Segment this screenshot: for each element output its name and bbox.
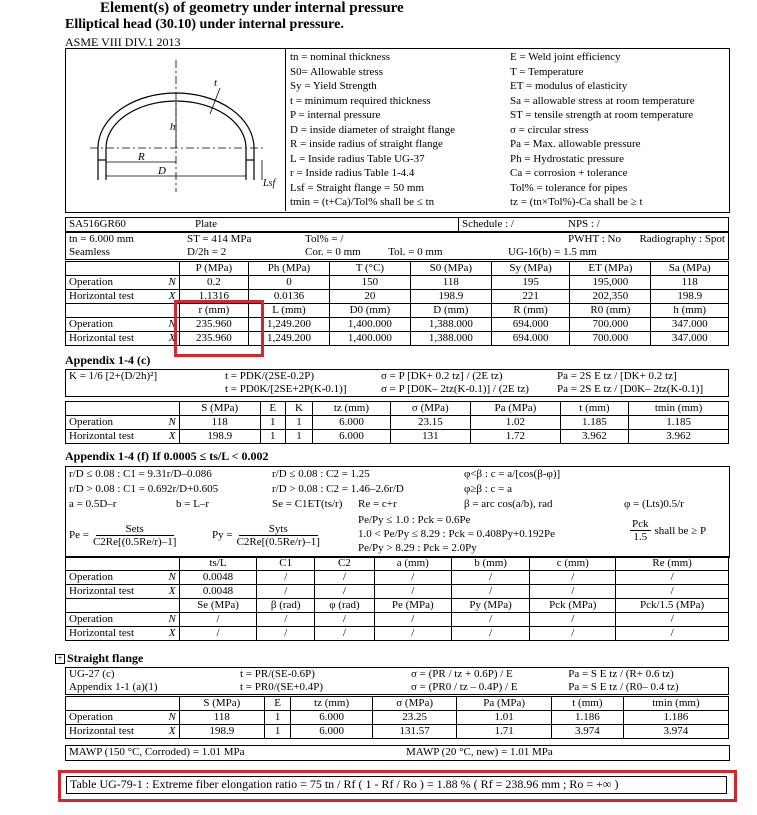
row-symbol: N	[166, 711, 180, 725]
pe-numerator: Sets	[96, 523, 174, 536]
diagram-label-t: t	[214, 77, 218, 89]
table-row	[66, 430, 729, 444]
row-label: Horizontal test	[66, 725, 166, 739]
condition: Pe/Py ≤ 1.0 : Pck = 0.6Pe	[358, 514, 471, 526]
header-cell: ts/L	[179, 557, 256, 571]
table-row	[66, 613, 729, 627]
code-reference: ASME VIII DIV.1 2013	[65, 35, 181, 49]
header-cell: Re (mm)	[616, 557, 729, 571]
row-label: Horizontal test	[66, 332, 166, 346]
header-cell: Pe (MPa)	[374, 599, 451, 613]
row-label: Operation	[66, 613, 166, 627]
table-cell: 235.960	[179, 332, 248, 346]
table-cell: 1.185	[629, 416, 729, 430]
header-cell: C2	[315, 557, 374, 571]
diagram-label-d: D	[158, 165, 166, 177]
param-radiography: Radiography : Spot	[639, 233, 725, 245]
formula: Re = c+r	[358, 498, 397, 510]
header-cell: σ (MPa)	[390, 402, 470, 416]
formula-k: K = 1/6 [2+(D/2h)²]	[66, 370, 223, 397]
legend-item: ET = modulus of elasticity	[510, 80, 628, 92]
param-tol: Tol% = /	[305, 233, 344, 245]
diagram-label-h: h	[170, 121, 176, 133]
table-cell: 3.962	[629, 430, 729, 444]
header-cell: Pa (MPa)	[471, 402, 561, 416]
param-ratio: D/2h = 2	[187, 246, 227, 258]
mawp-new: MAWP (20 °C, new) = 1.01 MPa	[406, 746, 553, 758]
table-cell: 150	[329, 276, 410, 290]
table-cell: 1.186	[623, 711, 728, 725]
param-tol-mm: Tol. = 0 mm	[388, 246, 443, 258]
formula: t = PR0/(SE+0.4P)	[237, 681, 408, 695]
table-cell: 0.0048	[179, 571, 256, 585]
header-cell: Pck/1.5 (MPa)	[616, 599, 729, 613]
header-cell: D0 (mm)	[329, 304, 410, 318]
legend-item: T = Temperature	[510, 65, 584, 78]
legend-item: Lsf = Straight flange = 50 mm	[290, 181, 424, 194]
header-cell: tz (mm)	[291, 697, 372, 711]
header-cell: Pa (MPa)	[457, 697, 551, 711]
appendix-1-4c-formulas	[65, 369, 729, 397]
header-cell: D (mm)	[410, 304, 491, 318]
table-cell: 3.962	[560, 430, 628, 444]
table-cell: 6.000	[313, 416, 390, 430]
formula: Pa = 2S E tz / [D0K– 2tz(K-0.1)]	[554, 383, 728, 397]
header-cell: ET (MPa)	[570, 262, 651, 276]
row-symbol: X	[166, 627, 180, 641]
table-row	[66, 276, 729, 290]
formula: t = PR/(SE-0.6P)	[237, 668, 408, 682]
formula: b = L–r	[176, 498, 210, 510]
header-cell: T (°C)	[329, 262, 410, 276]
header-cell: t (mm)	[560, 402, 628, 416]
elliptical-head-diagram	[70, 52, 282, 207]
page-title: Element(s) of geometry under internal pressure	[100, 0, 404, 16]
param-cor: Cor. = 0 mm Tol. = 0 mm	[305, 246, 443, 258]
header-cell: Ph (MPa)	[249, 262, 330, 276]
legend-item: tmin = (t+Ca)/Tol% shall be ≤ tn	[290, 196, 435, 208]
header-cell: Sa (MPa)	[651, 262, 729, 276]
table-row	[66, 725, 729, 739]
table-cell: 1.02	[471, 416, 561, 430]
formula: a = 0.5D–r	[69, 498, 117, 510]
table-cell: /	[179, 613, 256, 627]
formula: β = arc cos(a/b), rad	[464, 498, 553, 510]
material-params	[65, 232, 729, 260]
formula: φ≥β : c = a	[464, 483, 513, 495]
table-cell: 1	[260, 430, 285, 444]
table-cell: 6.000	[291, 725, 372, 739]
table-cell: 118	[179, 711, 264, 725]
appendix-1-4f-table	[65, 556, 729, 641]
table-cell: /	[530, 627, 616, 641]
table-cell: 347.000	[651, 332, 729, 346]
table-row	[66, 332, 729, 346]
pe-denominator: C2Re[(0.5Re/r)–1]	[92, 535, 177, 548]
legend-item: P = internal pressure	[290, 109, 381, 121]
table-cell: /	[451, 627, 529, 641]
table-cell: /	[451, 613, 529, 627]
header-cell: S (MPa)	[179, 697, 264, 711]
table-cell: /	[179, 627, 256, 641]
table-cell: 1,249.200	[249, 318, 330, 332]
row-label: Horizontal test	[66, 585, 166, 599]
legend-item: S0= Allowable stress	[290, 65, 383, 78]
table-cell: 3.974	[623, 725, 728, 739]
table-cell: /	[315, 627, 374, 641]
table-cell: 0.2	[179, 276, 248, 290]
formula: r/D > 0.08 : C1 = 0.692r/D+0.605	[69, 483, 219, 495]
legend-item: ST = tensile strength at room temperature	[510, 109, 694, 121]
table-cell: /	[315, 585, 374, 599]
legend-item: Sa = allowable stress at room temperature	[510, 94, 695, 107]
table-cell: 1	[260, 416, 285, 430]
table-cell: 6.000	[291, 711, 372, 725]
legend-item: Ph = Hydrostatic pressure	[510, 152, 625, 165]
row-label: Operation	[66, 416, 166, 430]
legend-item: Sy = Yield Strength	[290, 80, 377, 92]
header-cell: tmin (mm)	[623, 697, 728, 711]
param-st: ST = 414 MPa	[187, 233, 252, 245]
appendix-1-4c-table	[65, 401, 729, 444]
straight-flange-title[interactable]: + Straight flange	[55, 651, 143, 666]
formula: r/D ≤ 0.08 : C1 = 9.31r/D–0.086	[69, 468, 212, 480]
appendix-1-4c-title: Appendix 1-4 (c)	[65, 353, 151, 367]
header-cell: b (mm)	[451, 557, 529, 571]
row-symbol: X	[166, 332, 180, 346]
formula: Pa = S E tz / (R0– 0.4 tz)	[565, 681, 728, 695]
table-cell: /	[530, 613, 616, 627]
header-cell: K	[285, 402, 312, 416]
formula-pe: Pe = Sets C2Re[(0.5Re/r)–1]	[69, 522, 177, 548]
row-symbol: X	[166, 290, 180, 304]
header-cell: Se (MPa)	[179, 599, 256, 613]
table-cell: /	[315, 613, 374, 627]
param-pwht: PWHT : No	[568, 233, 621, 245]
formula: t = PD0K/[2SE+2P(K-0.1)]	[222, 383, 378, 397]
header-cell: t (mm)	[551, 697, 623, 711]
table-row	[66, 585, 729, 599]
header-cell: tmin (mm)	[629, 402, 729, 416]
table-cell: /	[257, 613, 315, 627]
header-cell: r (mm)	[179, 304, 248, 318]
legend-item: tz = (tn×Tol%)-Ca shall be ≥ t	[510, 196, 643, 208]
row-label: Horizontal test	[66, 290, 166, 304]
row-label: Operation	[66, 276, 166, 290]
table-cell: 131.57	[372, 725, 457, 739]
table-cell: /	[374, 585, 451, 599]
table-cell: 700.000	[570, 318, 651, 332]
main-values-table	[65, 261, 729, 346]
table-cell: 118	[410, 276, 491, 290]
table-cell: /	[257, 585, 315, 599]
material-form: Plate	[195, 218, 217, 230]
row-symbol: N	[166, 318, 180, 332]
header-cell: S (MPa)	[179, 402, 260, 416]
table-cell: 202,350	[570, 290, 651, 304]
param-ug16: UG-16(b) = 1.5 mm	[508, 246, 597, 258]
formula-py: Py = Syts C2Re[(0.5Re/r)–1]	[212, 522, 320, 548]
row-symbol: N	[166, 613, 180, 627]
table-cell: 195,000	[570, 276, 651, 290]
table-cell: 694.000	[491, 332, 570, 346]
expand-icon[interactable]: +	[55, 654, 65, 664]
table-cell: 1,400.000	[329, 318, 410, 332]
header-cell: h (mm)	[651, 304, 729, 318]
table-cell: 700.000	[570, 332, 651, 346]
header-cell: Py (MPa)	[451, 599, 529, 613]
row-symbol: X	[166, 430, 180, 444]
material-info	[65, 217, 729, 232]
header-cell: β (rad)	[257, 599, 315, 613]
table-row	[66, 627, 729, 641]
table-cell: 1	[285, 430, 312, 444]
diagram-label-r: R	[138, 151, 145, 163]
table-cell: 1.72	[471, 430, 561, 444]
header-cell: tz (mm)	[313, 402, 390, 416]
row-label: Operation	[66, 571, 166, 585]
table-cell: /	[374, 627, 451, 641]
table-cell: 1	[264, 725, 291, 739]
legend-item: Ca = corrosion + tolerance	[510, 167, 628, 179]
table-cell: /	[315, 571, 374, 585]
formula: φ<β : c = a/[cos(β-φ)]	[464, 468, 561, 480]
header-cell: R0 (mm)	[570, 304, 651, 318]
formula: Se = C1ET(ts/r)	[272, 498, 343, 510]
formula: σ = (PR0 / tz – 0.4P) / E	[408, 681, 565, 695]
table-row	[66, 318, 729, 332]
table-row	[66, 416, 729, 430]
header-cell: C1	[257, 557, 315, 571]
table-cell: /	[530, 585, 616, 599]
table-cell: /	[451, 585, 529, 599]
py-denominator: C2Re[(0.5Re/r)–1]	[236, 535, 320, 548]
table-cell: 0	[249, 276, 330, 290]
table-cell: 1.01	[457, 711, 551, 725]
legend-item: t = minimum required thickness	[290, 94, 431, 107]
formula: Pa = 2S E tz / [DK+ 0.2 tz]	[554, 370, 728, 384]
formula: σ = P [DK+ 0.2 tz] / (2E tz)	[378, 370, 554, 384]
row-symbol: X	[166, 725, 180, 739]
legend-left	[290, 50, 505, 210]
row-label: Horizontal test	[66, 627, 166, 641]
table-cell: 195	[491, 276, 570, 290]
formula-check: Pck 1.5 shall be ≥ P	[632, 518, 707, 543]
formula: φ = (Lts)0.5/r	[624, 498, 684, 510]
table-row	[66, 711, 729, 725]
legend-item: Pa = Max. allowable pressure	[510, 138, 641, 150]
table-cell: 694.000	[491, 318, 570, 332]
legend-item: σ = circular stress	[510, 123, 589, 136]
table-cell: 1.186	[551, 711, 623, 725]
table-cell: 3.974	[551, 725, 623, 739]
table-cell: 1.185	[560, 416, 628, 430]
table-cell: 198.9	[179, 430, 260, 444]
legend-item: r = Inside radius Table 1-4.4	[290, 167, 415, 179]
formula: σ = P [D0K– 2tz(K-0.1)] / (2E tz)	[378, 383, 554, 397]
formula: t = PDK/(2SE-0.2P)	[222, 370, 378, 384]
diagram-label-lsf: Lsf	[263, 178, 276, 189]
table-cell: 131	[390, 430, 470, 444]
appendix-1-4f-title: Appendix 1-4 (f) If 0.0005 ≤ ts/L < 0.002	[65, 449, 269, 463]
legend-item: E = Weld joint efficiency	[510, 51, 621, 63]
table-cell: /	[616, 585, 729, 599]
table-cell: 221	[491, 290, 570, 304]
row-symbol: X	[166, 585, 180, 599]
legend-item: tn = nominal thickness	[290, 51, 390, 63]
row-label: Operation	[66, 711, 166, 725]
table-cell: 347.000	[651, 318, 729, 332]
table-cell: /	[257, 571, 315, 585]
py-numerator: Syts	[239, 523, 318, 536]
formula: Pa = S E tz / (R+ 0.6 tz)	[565, 668, 728, 682]
table-cell: /	[374, 613, 451, 627]
row-label: Operation	[66, 318, 166, 332]
legend-item: Tol% = tolerance for pipes	[510, 181, 628, 194]
check-denominator: 1.5	[633, 531, 648, 543]
legend-item: R = inside radius of straight flange	[290, 138, 443, 150]
legend-item: D = inside diameter of straight flange	[290, 123, 456, 136]
header-cell: S0 (MPa)	[410, 262, 491, 276]
header-cell: c (mm)	[530, 557, 616, 571]
table-cell: /	[257, 627, 315, 641]
header-cell: P (MPa)	[179, 262, 248, 276]
formula: r/D ≤ 0.08 : C2 = 1.25	[272, 468, 370, 480]
table-cell: 235.960	[179, 318, 248, 332]
table-cell: 1	[285, 416, 312, 430]
header-cell: E	[264, 697, 291, 711]
table-cell: 0.0048	[179, 585, 256, 599]
ug79-text: Table UG-79-1 : Extreme fiber elongation ratio = 75 tn / Rf ( 1 - Rf / Ro ) = 1.88 % ( Rf = 238.96 mm ; Ro = +∞ )	[70, 777, 619, 791]
table-cell: 1	[264, 711, 291, 725]
row-symbol: N	[166, 276, 180, 290]
table-cell: 198.9	[410, 290, 491, 304]
straight-flange-formulas	[65, 667, 729, 695]
mawp-corroded: MAWP (150 °C, Corroded) = 1.01 MPa	[69, 746, 245, 758]
row-symbol: N	[166, 571, 180, 585]
material-grade: SA516GR60	[69, 218, 126, 230]
legend-item: L = Inside radius Table UG-37	[290, 152, 425, 165]
formula: σ = (PR / tz + 0.6P) / E	[408, 668, 565, 682]
header-cell: E	[260, 402, 285, 416]
table-cell: /	[451, 571, 529, 585]
table-cell: 198.9	[179, 725, 264, 739]
row-label: Horizontal test	[66, 430, 166, 444]
table-cell: 6.000	[313, 430, 390, 444]
table-cell: /	[530, 571, 616, 585]
highlight-r-column	[174, 300, 264, 357]
table-cell: 1.1316	[179, 290, 248, 304]
code-ref: UG-27 (c)	[66, 668, 238, 682]
header-cell: R (mm)	[491, 304, 570, 318]
param-seamless: Seamless	[69, 246, 110, 258]
table-cell: /	[616, 613, 729, 627]
table-cell: 1,249.200	[249, 332, 330, 346]
table-cell: 23.25	[372, 711, 457, 725]
table-row	[66, 290, 729, 304]
param-tn: tn = 6.000 mm	[69, 233, 134, 245]
header-cell: Sy (MPa)	[491, 262, 570, 276]
table-cell: 23.15	[390, 416, 470, 430]
legend-right	[510, 50, 726, 210]
table-cell: 1,400.000	[329, 332, 410, 346]
formula: r/D > 0.08 : C2 = 1.46–2.6r/D	[272, 483, 404, 495]
table-cell: 1,388.000	[410, 318, 491, 332]
condition: 1.0 < Pe/Py ≤ 8.29 : Pck = 0.408Py+0.192Pe	[358, 528, 555, 540]
header-cell: Pck (MPa)	[530, 599, 616, 613]
check-numerator: Pck	[632, 518, 649, 530]
page-subtitle: Elliptical head (30.10) under internal pressure.	[65, 17, 344, 32]
header-cell: φ (rad)	[315, 599, 374, 613]
table-cell: /	[616, 571, 729, 585]
header-cell: a (mm)	[374, 557, 451, 571]
row-symbol: N	[166, 416, 180, 430]
table-cell: 1.71	[457, 725, 551, 739]
table-cell: 0.0136	[249, 290, 330, 304]
table-row	[66, 571, 729, 585]
table-cell: 198.9	[651, 290, 729, 304]
code-ref: Appendix 1-1 (a)(1)	[66, 681, 238, 695]
table-cell: 118	[651, 276, 729, 290]
header-cell: L (mm)	[249, 304, 330, 318]
material-schedule: Schedule : /	[459, 218, 566, 232]
table-cell: 118	[179, 416, 260, 430]
table-cell: 1,388.000	[410, 332, 491, 346]
material-nps: NPS : /	[568, 218, 600, 230]
table-cell: 20	[329, 290, 410, 304]
header-cell: σ (MPa)	[372, 697, 457, 711]
table-cell: /	[616, 627, 729, 641]
straight-flange-table	[65, 696, 729, 739]
table-cell: /	[374, 571, 451, 585]
condition: Pe/Py > 8.29 : Pck = 2.0Py	[358, 542, 477, 554]
